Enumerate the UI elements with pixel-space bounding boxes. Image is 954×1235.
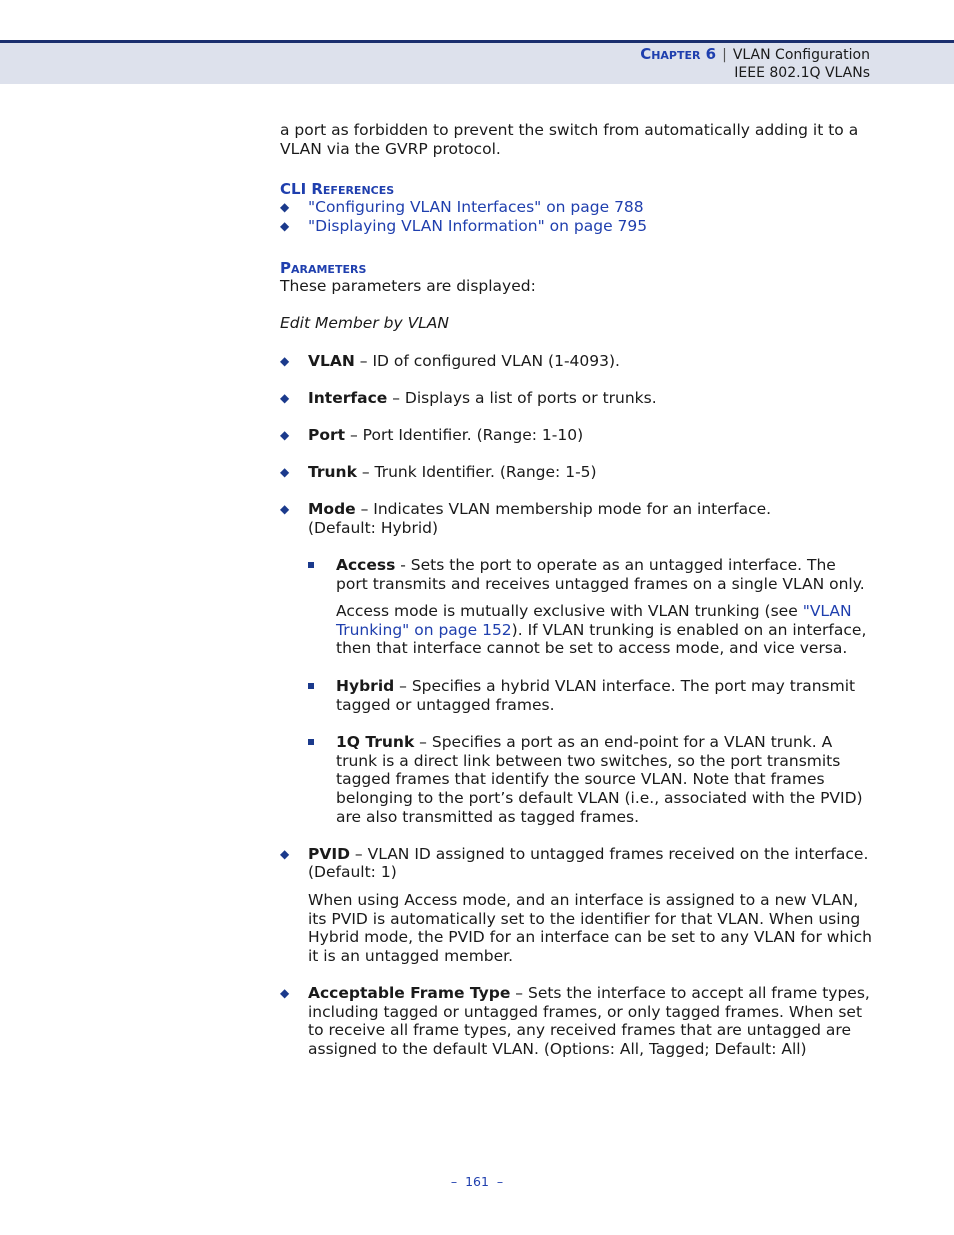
mode-term: Hybrid — [336, 677, 395, 696]
parameter-text: – ID of configured VLAN (1-4093). — [354, 351, 620, 370]
mode-option-hybrid — [280, 677, 872, 714]
access-note — [280, 602, 872, 658]
diamond-bullet-icon: ◆ — [280, 502, 290, 517]
mode-term: Access — [336, 556, 396, 575]
parameters-heading: Parameters — [280, 259, 367, 278]
parameter-item-pvid — [280, 845, 872, 882]
cli-reference-link[interactable]: "Displaying VLAN Information" on page 795 — [308, 216, 648, 235]
chapter-label: Chapter 6 — [640, 45, 717, 63]
parameter-item-mode — [280, 500, 788, 537]
mode-option-1q-trunk — [280, 733, 872, 826]
parameter-term: PVID — [308, 844, 350, 863]
parameter-item-vlan — [280, 352, 872, 371]
footer-dash: – — [496, 1174, 504, 1189]
parameter-item-interface — [280, 389, 872, 408]
vlan-trunking-link[interactable]: "VLAN Trunking" on page 152 — [336, 602, 852, 639]
diamond-bullet-icon: ◆ — [280, 200, 290, 215]
parameters-intro: These parameters are displayed: — [280, 277, 536, 296]
intro-paragraph: a port as forbidden to prevent the switch from automatically adding it to a VLAN via the GVRP protocol. — [280, 121, 859, 158]
diamond-bullet-icon: ◆ — [280, 218, 290, 233]
header-separator: | — [722, 47, 727, 63]
parameter-term: Acceptable Frame Type — [308, 983, 511, 1002]
running-header — [640, 45, 870, 82]
cli-reference-item — [280, 198, 872, 217]
parameter-text: – Port Identifier. (Range: 1-10) — [345, 425, 584, 444]
parameter-text: – Indicates VLAN membership mode for an interface. (Default: Hybrid) — [308, 500, 772, 537]
cli-reference-item — [280, 217, 872, 236]
page-number: 161 — [465, 1174, 489, 1189]
square-bullet-icon — [308, 562, 314, 568]
section-title: IEEE 802.1Q VLANs — [734, 65, 870, 81]
cli-reference-link[interactable]: "Configuring VLAN Interfaces" on page 788 — [308, 198, 644, 217]
diamond-bullet-icon: ◆ — [280, 390, 290, 405]
mode-text: - Sets the port to operate as an untagged interface. The port transmits and receives untagged frames on a single VLAN only. — [336, 556, 865, 593]
footer-dash: – — [450, 1174, 458, 1189]
diamond-bullet-icon: ◆ — [280, 846, 290, 861]
page-footer — [0, 1173, 954, 1192]
parameter-text: – Displays a list of ports or trunks. — [387, 388, 657, 407]
parameters-subheading: Edit Member by VLAN — [280, 313, 450, 332]
parameter-term: Interface — [308, 388, 388, 407]
parameter-item-acceptable-frame-type — [280, 984, 872, 1058]
chapter-title: VLAN Configuration — [732, 47, 870, 63]
page-body — [280, 121, 872, 1058]
parameter-item-trunk — [280, 463, 872, 482]
parameter-term: Port — [308, 425, 346, 444]
mode-term: 1Q Trunk — [336, 733, 415, 752]
parameter-term: Trunk — [308, 463, 357, 482]
cli-references-heading: CLI References — [280, 180, 395, 199]
square-bullet-icon — [308, 739, 314, 745]
mode-text: – Specifies a hybrid VLAN interface. The port may transmit tagged or untagged frames. — [336, 677, 856, 714]
parameter-term: VLAN — [308, 351, 355, 370]
parameter-text: – VLAN ID assigned to untagged frames received on the interface. (Default: 1) — [308, 844, 869, 882]
pvid-note: When using Access mode, and an interface is assigned to a new VLAN, its PVID is automatically set to the identifier for that VLAN. When using Hybrid mode, the PVID for an interface can be set to any VLAN for which it is an untagged member. — [308, 891, 872, 965]
parameter-text: – Sets the interface to accept all frame types, including tagged or untagged frames, or only tagged frames. When set to receive all frame types, any received frames that are untagged are assigned to the default VLAN. (Options: All, Tagged; Default: All) — [308, 983, 870, 1058]
square-bullet-icon — [308, 683, 314, 689]
diamond-bullet-icon: ◆ — [280, 427, 290, 442]
parameter-term: Mode — [308, 500, 356, 519]
diamond-bullet-icon: ◆ — [280, 465, 290, 480]
access-note-text-end: ). If VLAN trunking is enabled on an interface, then that interface cannot be set to access mode, and vice versa. — [336, 620, 867, 658]
access-note-text: Access mode is mutually exclusive with VLAN trunking (see — [336, 602, 803, 621]
parameter-item-port — [280, 426, 872, 445]
mode-option-access — [280, 556, 872, 593]
mode-text: – Specifies a port as an end-point for a VLAN trunk. A trunk is a direct link between two switches, so the port transmits tagged frames that identify the source VLAN. Note that frames belonging to the port’s default VLAN (i.e., associated with the PVID) are also transmitted as tagged frames. — [336, 733, 863, 826]
diamond-bullet-icon: ◆ — [280, 353, 290, 368]
diamond-bullet-icon: ◆ — [280, 985, 290, 1000]
parameter-text: – Trunk Identifier. (Range: 1-5) — [356, 463, 597, 482]
